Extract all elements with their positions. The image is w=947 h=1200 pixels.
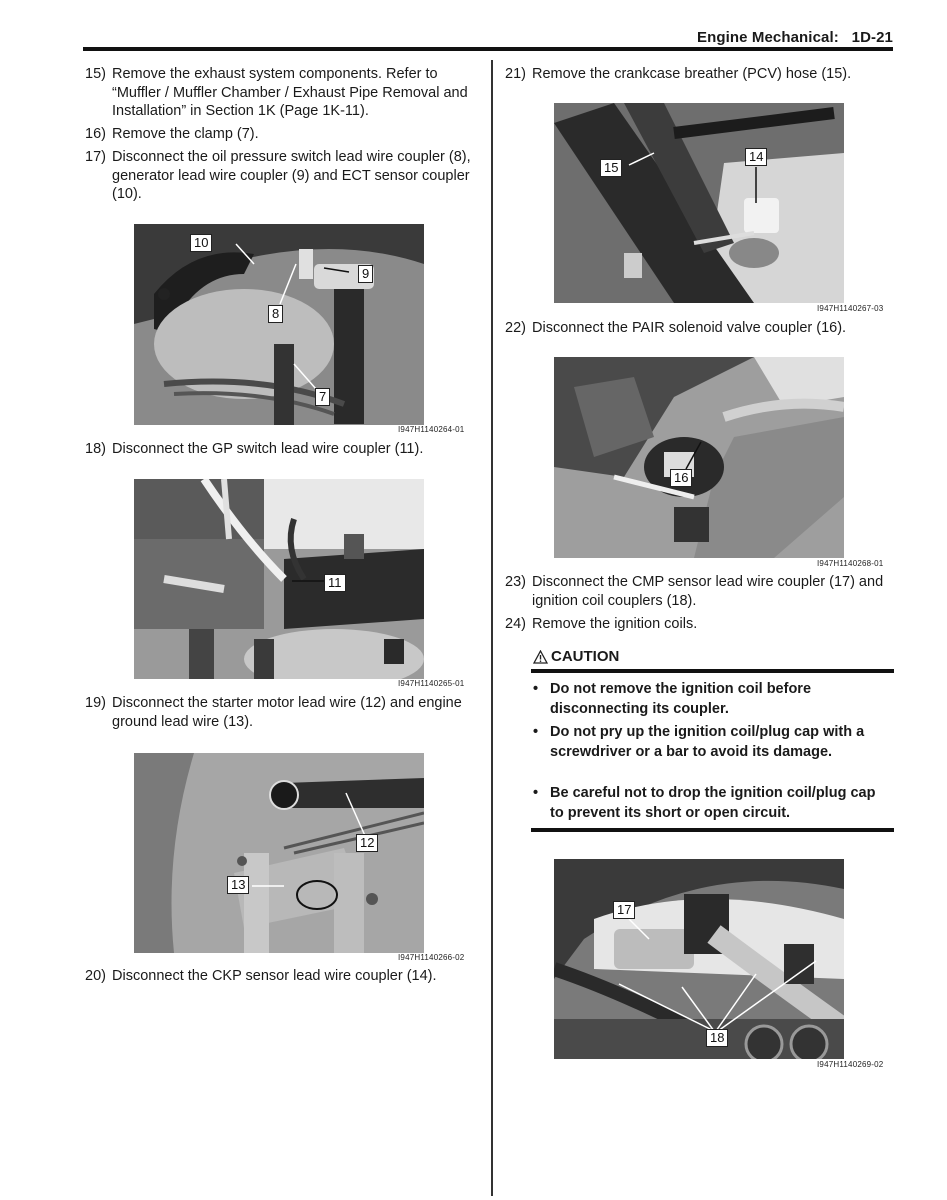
caution-text: Be careful not to drop the ignition coil/plug cap to prevent its short or open circuit.: [550, 785, 876, 821]
header-rule: [83, 47, 893, 51]
step-text: Disconnect the CKP sensor lead wire coupler (14).: [112, 968, 437, 984]
figure-id-6: I947H1140269-02: [817, 1060, 884, 1069]
callout-7: 7: [315, 388, 330, 406]
callout-10: 10: [190, 234, 212, 252]
step-23: [505, 573, 897, 610]
step-number: 20): [85, 968, 106, 984]
step-20: [85, 967, 477, 986]
step-text: Disconnect the PAIR solenoid valve coupler (16).: [532, 320, 847, 336]
step-number: 18): [85, 441, 106, 457]
step-text: Disconnect the starter motor lead wire (12) and engine ground lead wire (13).: [112, 695, 462, 730]
column-divider: [491, 60, 493, 1196]
step-17: [85, 148, 477, 204]
step-text: Disconnect the CMP sensor lead wire coupler (17) and ignition coil couplers (18).: [532, 574, 884, 609]
caution-item-3: [533, 783, 878, 823]
page-header: [697, 29, 893, 46]
caution-top-rule: [531, 669, 894, 673]
caution-item-1: [533, 679, 878, 719]
figure-photo-3: [134, 753, 424, 953]
callout-18: 18: [706, 1029, 728, 1047]
step-text: Remove the clamp (7).: [112, 126, 259, 142]
section-title: Engine Mechanical:: [696, 29, 839, 46]
step-21: [505, 65, 897, 84]
engine-photo: [554, 357, 844, 558]
caution-bottom-rule: [531, 828, 894, 832]
step-16: [85, 125, 477, 144]
step-24: [505, 615, 897, 634]
figure-id-4: I947H1140267-03: [817, 304, 884, 313]
callout-15: 15: [600, 159, 622, 177]
figure-photo-6: [554, 859, 844, 1059]
step-number: 19): [85, 695, 106, 711]
bullet: •: [533, 724, 539, 740]
step-number: 17): [85, 149, 106, 165]
figure-id-1: I947H1140264-01: [398, 425, 465, 434]
callout-8: 8: [268, 305, 283, 323]
engine-photo: [554, 859, 844, 1059]
engine-photo: [554, 103, 844, 303]
step-text: Remove the crankcase breather (PCV) hose (15).: [532, 66, 852, 82]
figure-id-2: I947H1140265-01: [398, 679, 465, 688]
callout-13: 13: [227, 876, 249, 894]
step-number: 15): [85, 66, 106, 82]
step-text: Remove the ignition coils.: [532, 616, 698, 632]
figure-photo-4: [554, 103, 844, 303]
bullet: •: [533, 681, 539, 697]
figure-photo-2: [134, 479, 424, 679]
warning-triangle-icon: [533, 650, 548, 664]
step-number: 23): [505, 574, 526, 590]
step-number: 24): [505, 616, 526, 632]
caution-item-2: [533, 722, 878, 762]
step-22: [505, 319, 897, 338]
callout-17: 17: [613, 901, 635, 919]
step-number: 22): [505, 320, 526, 336]
step-19: [85, 694, 477, 731]
figure-id-3: I947H1140266-02: [398, 953, 465, 962]
step-text: Disconnect the GP switch lead wire coupler (11).: [112, 441, 424, 457]
step-text: Remove the exhaust system components. Refer to “Muffler / Muffler Chamber / Exhaust Pipe Removal and Installation” in Section 1K (Page 1K-11).: [112, 66, 468, 119]
engine-photo: [134, 479, 424, 679]
caution-title: CAUTION: [551, 648, 620, 665]
engine-photo: [134, 224, 424, 425]
step-number: 16): [85, 126, 106, 142]
callout-9: 9: [358, 265, 373, 283]
caution-text: Do not remove the ignition coil before disconnecting its coupler.: [550, 681, 812, 717]
callout-14: 14: [745, 148, 767, 166]
callout-11: 11: [324, 574, 346, 592]
figure-photo-1: [134, 224, 424, 425]
step-text: Disconnect the oil pressure switch lead wire coupler (8), generator lead wire coupler (9) and ECT sensor coupler (10).: [112, 149, 471, 202]
figure-photo-5: [554, 357, 844, 558]
callout-16: 16: [670, 469, 692, 487]
callout-12: 12: [356, 834, 378, 852]
page-number: 1D-21: [851, 29, 893, 46]
step-18: [85, 440, 477, 459]
bullet: •: [533, 785, 539, 801]
caution-text: Do not pry up the ignition coil/plug cap with a screwdriver or a bar to avoid its damage.: [550, 724, 865, 760]
step-number: 21): [505, 66, 526, 82]
engine-photo: [134, 753, 424, 953]
figure-id-5: I947H1140268-01: [817, 559, 884, 568]
step-15: [85, 65, 477, 121]
caution-heading: [533, 648, 619, 665]
